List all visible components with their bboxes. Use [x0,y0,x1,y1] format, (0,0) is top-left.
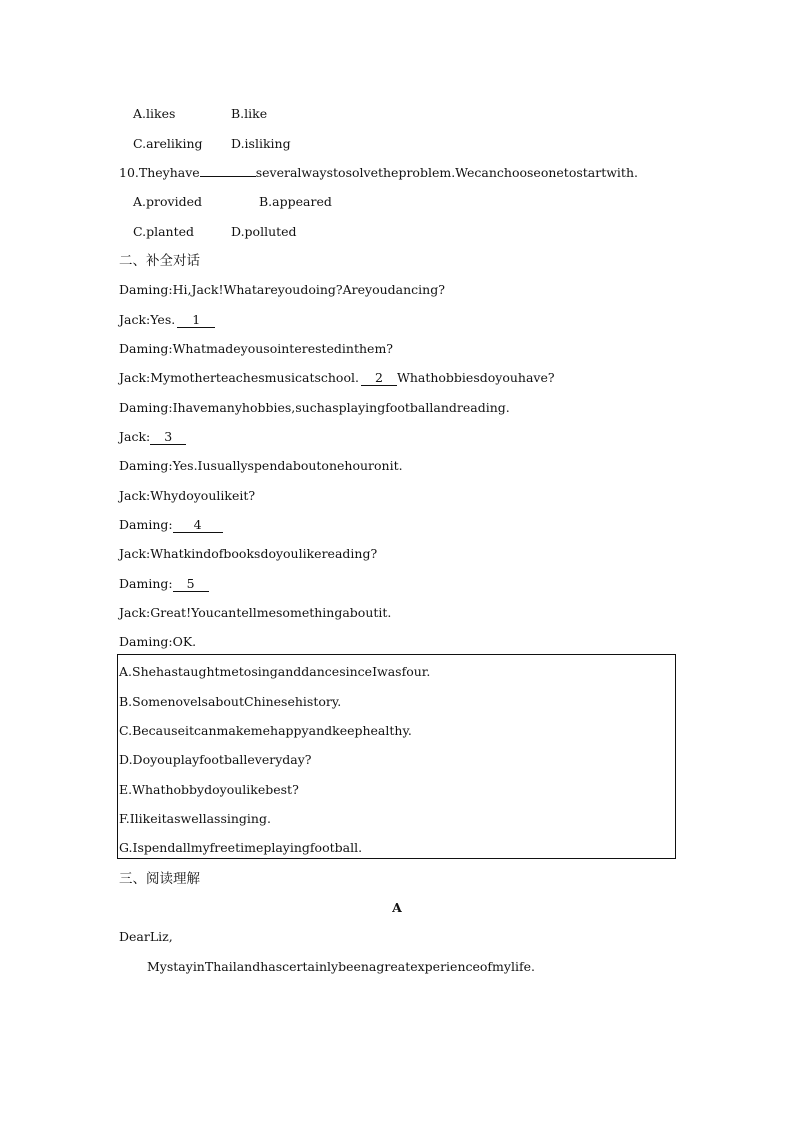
dialogue-line-4-suffix: Whathobbiesdoyouhave? [396,370,555,385]
option-b: B.SomenovelsaboutChinesehistory. [119,694,342,709]
q9-option-a: A.likes [133,106,176,121]
dialogue-line-5: Daming:Ihavemanyhobbies,suchasplayingfootballandreading. [119,400,510,415]
dialogue-line-12: Jack:Great!Youcantellmesomethingaboutit. [119,605,392,620]
dialogue-line-3: Daming:Whatmadeyousointerestedinthem? [119,341,393,356]
dialogue-blank-4: 4 [173,518,223,533]
option-a: A.ShehastaughtmetosinganddancesinceIwasfour. [119,664,431,679]
section-2-title: 二、补全对话 [119,253,200,269]
dialogue-blank-5: 5 [173,577,209,592]
dialogue-line-9-text: Daming: [119,517,173,532]
q10-option-a: A.provided [133,194,202,209]
dialogue-line-11-text: Daming: [119,576,173,591]
q10-option-c: C.planted [133,224,195,239]
passage-label: A [392,900,402,915]
q9-option-c: C.areliking [133,136,203,151]
question-10 [119,165,638,181]
dialogue-line-6-text: Jack: [119,429,151,444]
q10-option-b: B.appeared [259,194,332,209]
option-c: C.Becauseitcanmakemehappyandkeephealthy. [119,723,412,738]
question-10-blank [200,176,256,177]
dialogue-line-2-text: Jack:Yes. [119,312,176,327]
option-e: E.Whathobbydoyoulikebest? [119,782,299,797]
q10-option-d: D.polluted [231,224,297,239]
dialogue-line-11 [119,576,209,592]
dialogue-line-13: Daming:OK. [119,634,197,649]
dialogue-line-1: Daming:Hi,Jack!Whatareyoudoing?Areyoudancing? [119,282,445,297]
dialogue-line-9 [119,517,223,533]
letter-greeting: DearLiz, [119,929,173,944]
dialogue-line-2 [119,312,215,328]
option-g: G.Ispendallmyfreetimeplayingfootball. [119,840,363,855]
dialogue-line-4-text: Jack:Mymotherteachesmusicatschool. [119,370,359,385]
dialogue-line-6 [119,429,186,445]
dialogue-blank-2: 2 [361,371,397,386]
option-f: F.Ilikeitaswellassinging. [119,811,271,826]
q9-option-d: D.isliking [231,136,291,151]
dialogue-blank-3: 3 [150,430,186,445]
dialogue-line-7: Daming:Yes.Iusuallyspendaboutonehouronit. [119,458,403,473]
section-3-title: 三、阅读理解 [119,871,200,887]
letter-first-line: MystayinThailandhascertainlybeenagreatexperienceofmylife. [147,959,535,974]
dialogue-blank-1: 1 [177,313,215,328]
option-d: D.Doyouplayfootballeveryday? [119,752,312,767]
q9-option-b: B.like [231,106,268,121]
dialogue-line-10: Jack:Whatkindofbooksdoyoulikereading? [119,546,378,561]
dialogue-line-8: Jack:Whydoyoulikeit? [119,488,256,503]
question-10-suffix: severalwaystosolvetheproblem.Wecanchooseonetostartwith. [255,165,638,180]
question-10-prefix: 10.Theyhave [119,165,200,180]
dialogue-line-4 [119,370,555,386]
